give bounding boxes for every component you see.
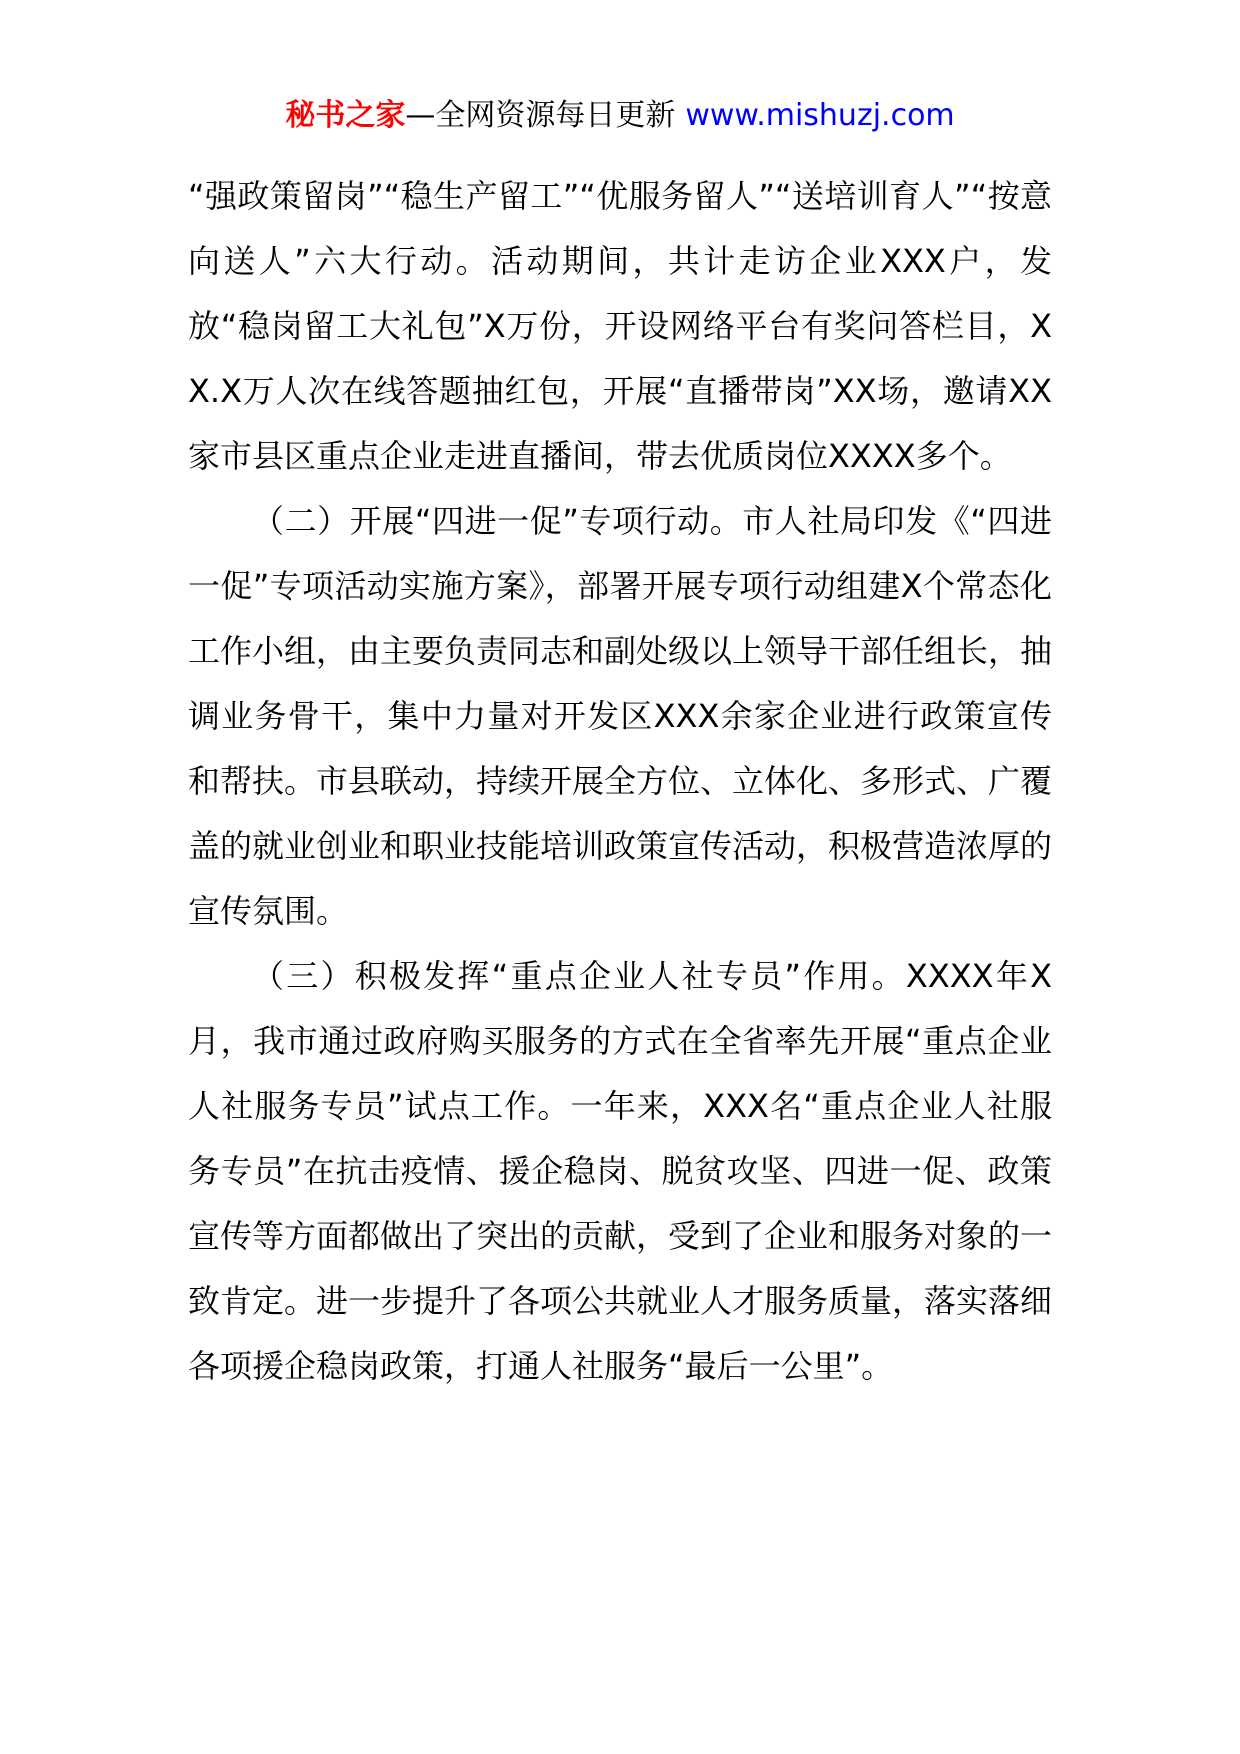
page-header [0, 96, 1240, 136]
paragraph-section-two: （二）开展“四进一促”专项行动。市人社局印发《“四进一促”专项活动实施方案》，部署开展专项行动组建X个常态化工作小组，由主要负责同志和副处级以上领导干部任组长，抽调业务骨干，集中力量对开发区XXX余家企业进行政策宣传和帮扶。市县联动，持续开展全方位、立体化、多形式、广覆盖的就业创业和职业技能培训政策宣传活动，积极营造浓厚的宣传氛围。 [188, 502, 1053, 930]
header-brand: 秘书之家 [285, 98, 406, 133]
paragraph-section-three: （三）积极发挥“重点企业人社专员”作用。XXXX年X月，我市通过政府购买服务的方式在全省率先开展“重点企业人社服务专员”试点工作。一年来，XXX名“重点企业人社服务专员”在抗击疫情、援企稳岗、脱贫攻坚、四进一促、政策宣传等方面都做出了突出的贡献，受到了企业和服务对象的一致肯定。进一步提升了各项公共就业人才服务质量，落实落细各项援企稳岗政策，打通人社服务“最后一公里”。 [188, 957, 1053, 1385]
header-site-url[interactable]: www.mishuzj.com [685, 98, 955, 133]
paragraph-continuation: “强政策留岗”“稳生产留工”“优服务留人”“送培训育人”“按意向送人”六大行动。活动期间，共计走访企业XXX户，发放“稳岗留工大礼包”X万份，开设网络平台有奖问答栏目，XX.X万人次在线答题抽红包，开展“直播带岗”XX场，邀请XX家市县区重点企业走进直播间，带去优质岗位XXXX多个。 [188, 177, 1052, 475]
header-tagline: —全网资源每日更新 [405, 98, 676, 133]
document-body [188, 164, 1052, 1399]
